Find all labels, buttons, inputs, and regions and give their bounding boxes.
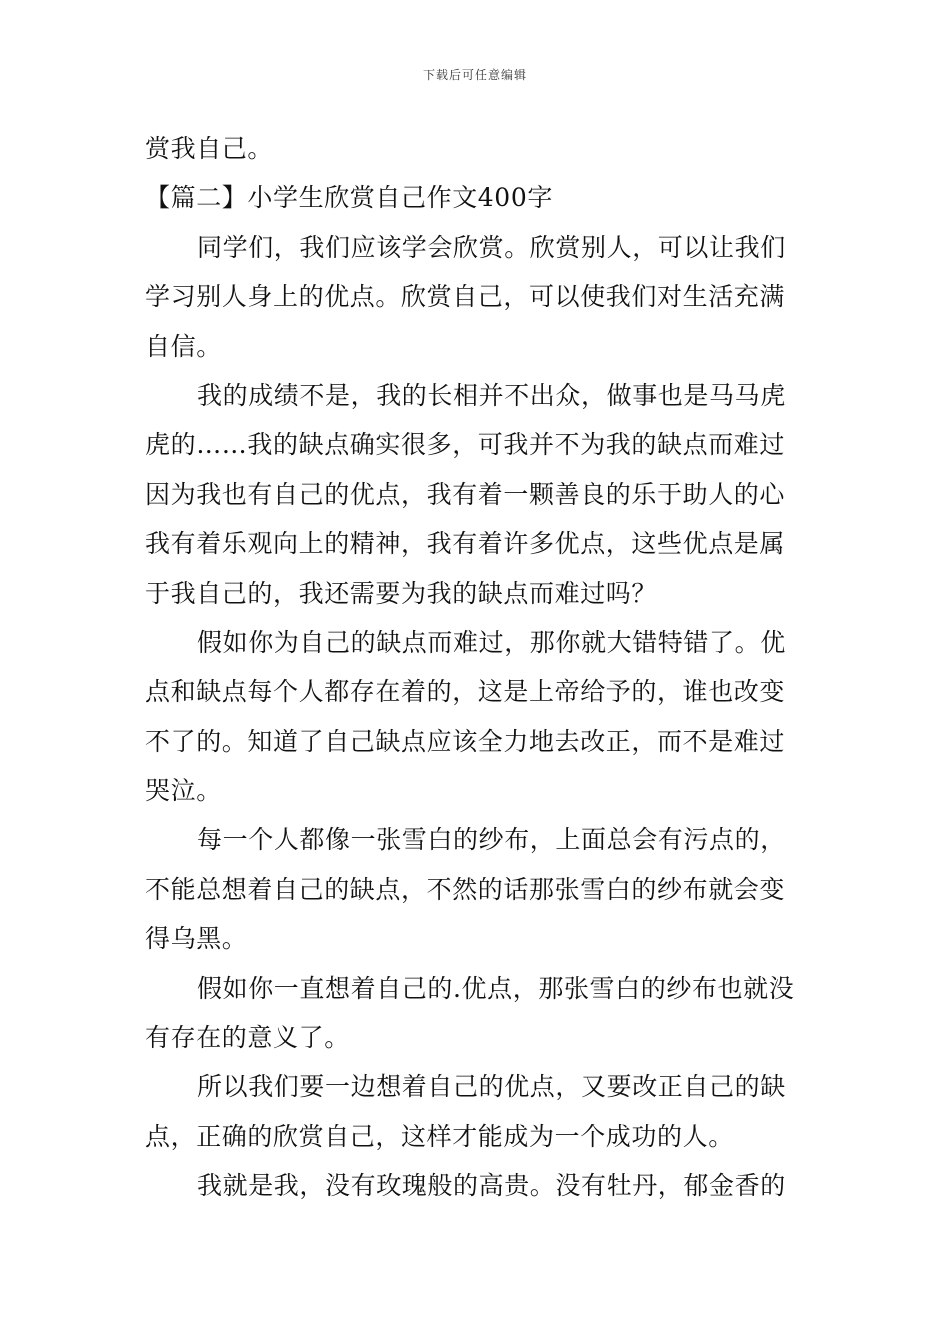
- paragraph-line: 得乌黑。: [145, 924, 248, 954]
- paragraph-line: 点，正确的欣赏自己，这样才能成为一个成功的人。: [145, 1121, 734, 1151]
- section-heading: 【篇二】小学生欣赏自己作文400字: [145, 183, 553, 213]
- paragraph-line: 所以我们要一边想着自己的优点，又要改正自己的缺: [197, 1072, 786, 1102]
- page-header: 下载后可任意编辑: [422, 68, 527, 82]
- paragraph-line: 我有着乐观向上的精神，我有着许多优点，这些优点是属: [145, 529, 786, 559]
- text-line-continuation: 赏我自己。: [145, 134, 274, 163]
- paragraph-line: 于我自己的，我还需要为我的缺点而难过吗？: [145, 578, 658, 608]
- paragraph-line: 虎的……我的缺点确实很多，可我并不为我的缺点而难过: [145, 430, 786, 460]
- paragraph-line: 假如你一直想着自己的.优点，那张雪白的纱布也就没: [197, 973, 795, 1003]
- paragraph-line: 自信。: [145, 331, 222, 361]
- paragraph-line: 每一个人都像一张雪白的纱布，上面总会有污点的，: [197, 825, 786, 855]
- paragraph-line: 假如你为自己的缺点而难过，那你就大错特错了。优: [197, 627, 786, 657]
- paragraph-line: 我就是我，没有玫瑰般的高贵。没有牡丹，郁金香的: [197, 1171, 786, 1201]
- paragraph-line: 有存在的意义了。: [145, 1023, 350, 1053]
- paragraph-line: 学习别人身上的优点。欣赏自己，可以使我们对生活充满: [145, 282, 786, 312]
- paragraph-line: 哭泣。: [145, 776, 222, 806]
- paragraph-line: 不了的。知道了自己缺点应该全力地去改正，而不是难过: [145, 726, 786, 756]
- paragraph-line: 我的成绩不是，我的长相并不出众，做事也是马马虎: [197, 380, 786, 410]
- paragraph-line: 点和缺点每个人都存在着的，这是上帝给予的，谁也改变: [145, 677, 786, 707]
- paragraph-line: 因为我也有自己的优点，我有着一颗善良的乐于助人的心: [145, 479, 786, 509]
- paragraph-line: 同学们，我们应该学会欣赏。欣赏别人，可以让我们: [197, 232, 786, 262]
- document-body: [145, 124, 807, 1211]
- paragraph-line: 不能总想着自己的缺点，不然的话那张雪白的纱布就会变: [145, 874, 786, 904]
